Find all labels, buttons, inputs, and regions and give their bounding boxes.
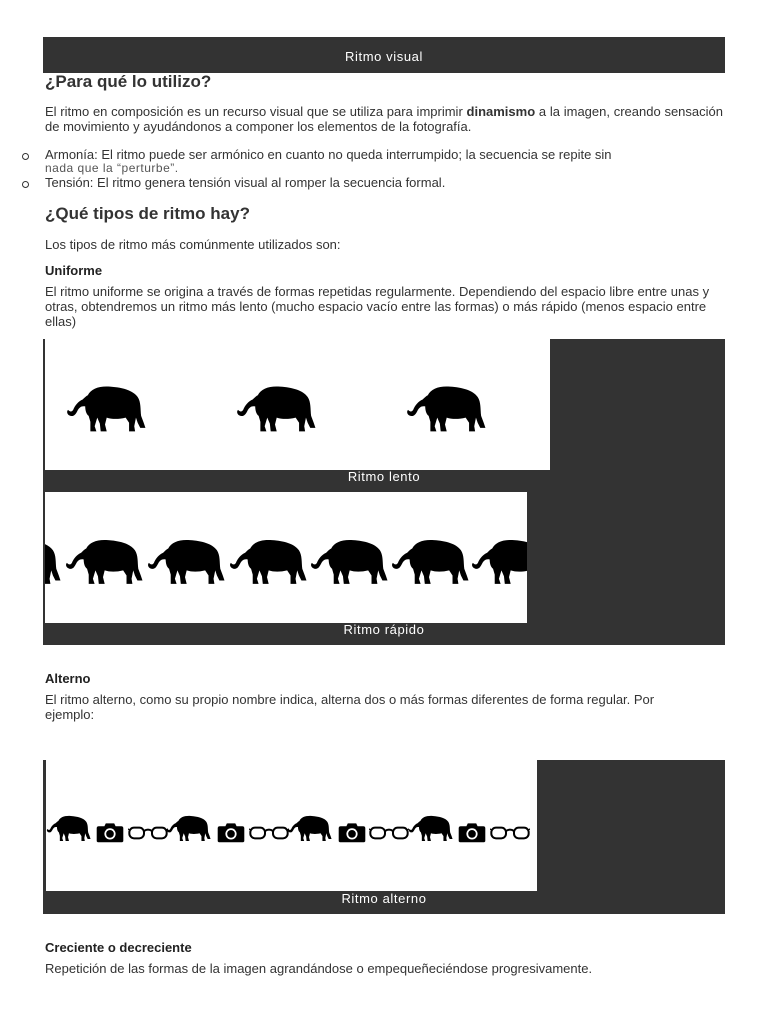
glasses-icon	[249, 825, 289, 841]
title-banner	[43, 37, 725, 73]
image-ritmo-rapido	[45, 492, 527, 623]
creciente-text: Repetición de las formas de la imagen agrandándose o empequeñeciéndose progresivamente.	[45, 961, 593, 976]
caption-ritmo-alterno: Ritmo alterno	[341, 891, 427, 906]
elephant-icon	[46, 814, 92, 843]
camera-icon	[458, 822, 486, 843]
elephant-icon	[467, 536, 527, 588]
intro-text-start: El ritmo en composición es un recurso visual que se utiliza para imprimir	[45, 104, 467, 119]
intro-paragraph	[45, 104, 723, 134]
bullet-marker	[22, 153, 29, 160]
elephant-icon	[406, 814, 454, 843]
subheading-creciente: Creciente o decreciente	[45, 940, 192, 955]
elephant-icon	[402, 383, 488, 435]
bullet-marker	[22, 181, 29, 188]
elephant-icon	[143, 536, 227, 588]
elephant-icon	[61, 536, 145, 588]
subheading-alterno: Alterno	[45, 671, 91, 686]
glasses-icon	[128, 825, 168, 841]
elephant-icon	[232, 383, 318, 435]
subheading-uniforme: Uniforme	[45, 263, 103, 278]
section-heading-purpose: ¿Para qué lo utilizo?	[45, 72, 212, 91]
bullet-tension: Tensión: El ritmo genera tensión visual al romper la secuencia formal.	[45, 175, 446, 190]
glasses-icon	[369, 825, 409, 841]
caption-ritmo-lento: Ritmo lento	[347, 469, 421, 484]
elephant-icon	[62, 383, 148, 435]
bullet-armonia-line2: nada que la “perturbe”.	[45, 161, 179, 175]
section-heading-types: ¿Qué tipos de ritmo hay?	[45, 204, 250, 223]
glasses-icon	[490, 825, 530, 841]
elephant-icon	[164, 814, 212, 843]
alterno-text: El ritmo alterno, como su propio nombre indica, alterna dos o más formas diferentes de forma regular. Por ejemplo:	[45, 692, 655, 722]
elephant-icon	[306, 536, 390, 588]
camera-icon	[217, 822, 245, 843]
bullet-armonia-line1: Armonía: El ritmo puede ser armónico en cuanto no queda interrumpido; la secuencia se repite sin	[45, 147, 612, 162]
intro-text-bold: dinamismo	[466, 104, 536, 119]
intro-text-end: a la imagen, creando sensación de movimiento y ayudándonos a componer los elementos de la fotografía.	[45, 104, 723, 134]
image-ritmo-alterno	[46, 760, 537, 891]
types-intro: Los tipos de ritmo más comúnmente utilizados son:	[45, 237, 341, 252]
camera-icon	[96, 822, 124, 843]
uniforme-text: El ritmo uniforme se origina a través de formas repetidas regularmente. Dependiendo del espacio libre entre unas y otras, obtendremos un ritmo más lento (mucho espacio vacío entre las formas) o más rápido (menos espacio entre ellas)	[45, 284, 710, 329]
camera-icon	[338, 822, 366, 843]
banner-title: Ritmo visual	[345, 49, 423, 64]
elephant-icon	[225, 536, 309, 588]
image-ritmo-lento	[45, 339, 550, 470]
elephant-icon	[387, 536, 471, 588]
caption-ritmo-rapido: Ritmo rápido	[343, 622, 425, 637]
elephant-icon	[285, 814, 333, 843]
